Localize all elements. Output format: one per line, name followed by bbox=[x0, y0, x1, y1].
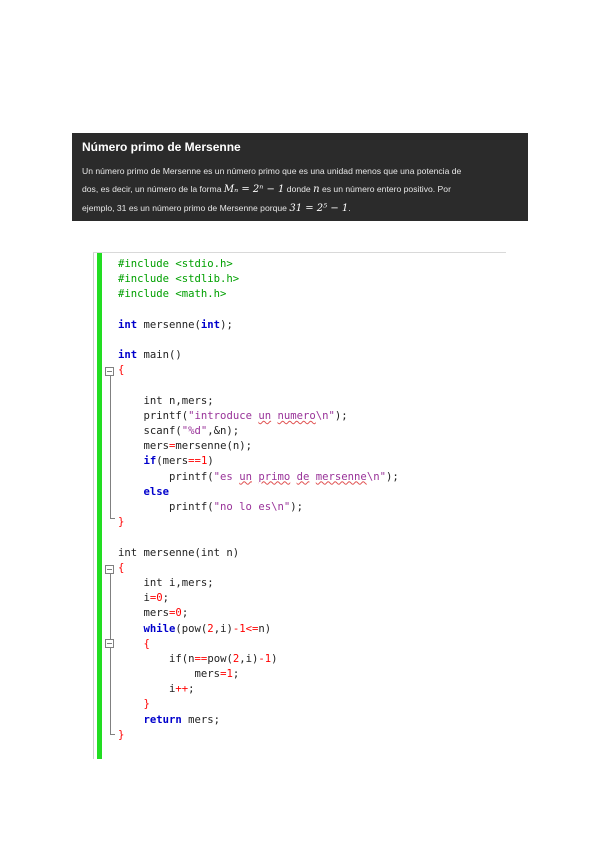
code-token: (pow( bbox=[175, 622, 208, 635]
code-token: ); bbox=[220, 318, 233, 331]
code-token: ); bbox=[385, 470, 399, 483]
code-token: ); bbox=[290, 501, 303, 513]
code-line bbox=[118, 500, 399, 515]
code-token: int n,mers; bbox=[118, 394, 214, 407]
code-token: { bbox=[118, 637, 150, 650]
code-token: ) bbox=[271, 652, 278, 665]
code-token: "no lo es\n" bbox=[213, 501, 291, 513]
code-token: ); bbox=[334, 409, 348, 422]
code-token: if bbox=[118, 455, 157, 468]
code-token: 2 bbox=[207, 622, 214, 635]
code-token: mers; bbox=[181, 713, 221, 726]
code-line bbox=[118, 257, 399, 272]
fold-toggle-mersenne[interactable] bbox=[105, 565, 114, 574]
code-line bbox=[118, 333, 399, 348]
definition-text-segment: es un número entero positivo. Por bbox=[319, 184, 451, 194]
code-token: un bbox=[239, 470, 252, 483]
code-token: mersenne(n); bbox=[175, 440, 252, 453]
code-token: printf( bbox=[118, 501, 214, 513]
code-line bbox=[118, 682, 399, 697]
code-token: == bbox=[194, 652, 208, 665]
definition-text-segment: . bbox=[348, 203, 351, 213]
definition-text-segment: dos, es decir, un número de la forma bbox=[82, 184, 224, 194]
code-token: while bbox=[118, 622, 176, 635]
fold-line-mersenne bbox=[110, 574, 111, 734]
code-line bbox=[118, 348, 399, 363]
fold-end-mersenne bbox=[110, 734, 115, 735]
code-line bbox=[118, 728, 399, 743]
code-token: 1 bbox=[226, 668, 233, 681]
code-token: 1 bbox=[264, 652, 272, 665]
code-token: 0 bbox=[156, 592, 163, 605]
code-token: = bbox=[149, 592, 157, 605]
code-token: primo bbox=[258, 470, 291, 483]
code-line bbox=[118, 561, 399, 576]
code-token: \n" bbox=[315, 409, 335, 422]
definition-text bbox=[82, 162, 518, 218]
definition-line-1: Un número primo de Mersenne es un número primo que es una unidad menos que una potencia de bbox=[82, 166, 462, 176]
code-line bbox=[118, 394, 399, 409]
code-token: #include <stdio.h> bbox=[118, 258, 233, 270]
code-token: mers bbox=[118, 668, 221, 681]
code-line bbox=[118, 303, 399, 318]
code-line bbox=[118, 652, 399, 667]
definition-text-segment: ejemplo, 31 es un número primo de Mersenne porque bbox=[82, 203, 290, 213]
code-token: - bbox=[232, 622, 240, 635]
code-token: 2 bbox=[232, 652, 240, 665]
code-token: ) bbox=[207, 455, 214, 468]
code-line bbox=[118, 713, 399, 728]
code-token: #include <stdlib.h> bbox=[118, 273, 240, 286]
change-marker-bar bbox=[97, 253, 102, 759]
definition-title: Número primo de Mersenne bbox=[82, 140, 241, 154]
fold-end-main bbox=[110, 518, 115, 519]
code-token: printf( bbox=[118, 409, 189, 422]
code-line bbox=[118, 576, 399, 591]
code-line bbox=[118, 409, 399, 424]
code-token: (mers bbox=[156, 455, 189, 468]
code-token: ,i) bbox=[239, 652, 259, 665]
code-line bbox=[118, 591, 399, 606]
code-line bbox=[118, 470, 399, 485]
fold-line-main bbox=[110, 376, 111, 518]
code-token: return bbox=[118, 713, 182, 726]
code-token: 1 bbox=[200, 455, 208, 468]
code-token: { bbox=[118, 561, 125, 574]
code-line bbox=[118, 515, 399, 530]
code-token: { bbox=[118, 364, 125, 377]
code-token: - bbox=[258, 652, 265, 665]
variable-n: n bbox=[313, 184, 320, 195]
code-token: int mersenne(int n) bbox=[118, 546, 240, 559]
code-token: int i,mers; bbox=[118, 576, 214, 589]
code-token: == bbox=[188, 455, 201, 468]
mersenne-formula: Mₙ = 2ⁿ − 1 bbox=[223, 184, 285, 195]
code-token: ++ bbox=[175, 683, 189, 696]
definition-box bbox=[72, 133, 528, 221]
code-token: else bbox=[118, 485, 170, 498]
code-token: mersenne( bbox=[137, 318, 201, 331]
code-line bbox=[118, 363, 399, 378]
code-token: 0 bbox=[175, 607, 182, 620]
code-line bbox=[118, 318, 399, 333]
code-token: = bbox=[169, 440, 176, 453]
code-line bbox=[118, 272, 399, 287]
code-token: de bbox=[296, 470, 310, 483]
code-token: pow( bbox=[207, 652, 233, 665]
code-token: \n" bbox=[366, 470, 386, 483]
definition-line-2 bbox=[82, 180, 518, 199]
code-line bbox=[118, 546, 399, 561]
code-line bbox=[118, 454, 399, 469]
code-token: <= bbox=[245, 622, 259, 635]
code-token: i bbox=[118, 592, 150, 605]
code-token: mersenne bbox=[315, 470, 367, 483]
code-token: } bbox=[118, 698, 150, 711]
code-token: n) bbox=[258, 622, 272, 635]
code-token: "introduce bbox=[188, 409, 259, 422]
code-line bbox=[118, 379, 399, 394]
code-editor[interactable] bbox=[93, 252, 506, 759]
code-token: numero bbox=[277, 409, 316, 422]
code-line bbox=[118, 606, 399, 621]
code-token: "%d" bbox=[181, 425, 208, 438]
fold-toggle-while[interactable] bbox=[105, 639, 114, 648]
code-token: int bbox=[200, 318, 221, 331]
code-token: ; bbox=[232, 668, 240, 681]
code-token: mers bbox=[118, 440, 170, 453]
definition-text-segment: donde bbox=[284, 184, 314, 194]
code-line bbox=[118, 287, 399, 302]
code-token: mers bbox=[118, 607, 170, 620]
code-line bbox=[118, 439, 399, 454]
code-token: int bbox=[118, 349, 138, 362]
definition-line-3 bbox=[82, 199, 518, 218]
code-line bbox=[118, 485, 399, 500]
gutter-border bbox=[93, 253, 94, 759]
code-token: scanf( bbox=[118, 425, 182, 438]
code-token: main() bbox=[137, 349, 182, 362]
code-line bbox=[118, 530, 399, 545]
code-token: = bbox=[220, 668, 227, 681]
code-token: = bbox=[169, 607, 176, 620]
code-token: int bbox=[118, 318, 138, 331]
code-token: ; bbox=[188, 683, 195, 696]
code-token: 1 bbox=[239, 622, 246, 635]
code-line bbox=[118, 637, 399, 652]
code-line bbox=[118, 424, 399, 439]
code-token: i bbox=[118, 683, 176, 696]
example-formula: 31 = 2⁵ − 1 bbox=[289, 203, 349, 214]
code-token: } bbox=[118, 728, 125, 741]
code-token: #include <math.h> bbox=[118, 288, 227, 301]
code-token: "es bbox=[213, 470, 240, 483]
code-token: if(n bbox=[118, 652, 195, 665]
code-token: printf( bbox=[118, 470, 214, 483]
code-token: ; bbox=[181, 607, 189, 620]
code-text[interactable] bbox=[118, 257, 399, 743]
code-line bbox=[118, 697, 399, 712]
code-token: un bbox=[258, 409, 272, 422]
code-token: } bbox=[118, 516, 125, 529]
code-line bbox=[118, 622, 399, 637]
code-token: ; bbox=[162, 592, 170, 605]
code-token: ,&n); bbox=[207, 425, 240, 438]
fold-toggle-main[interactable] bbox=[105, 367, 114, 376]
code-token: ,i) bbox=[213, 622, 233, 635]
code-line bbox=[118, 667, 399, 682]
